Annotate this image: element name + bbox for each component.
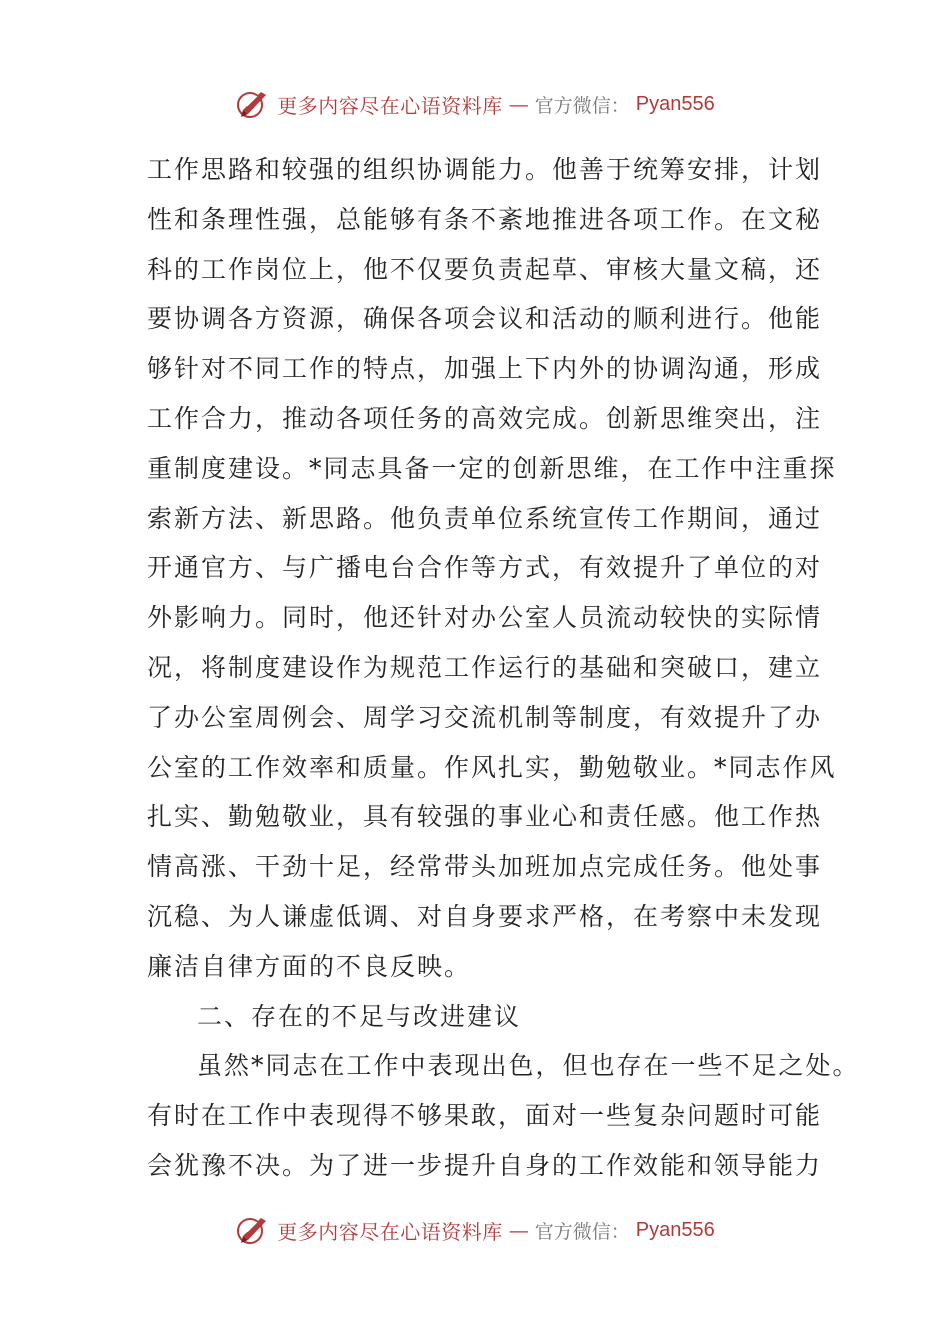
header-wechat-id: Pyan556 <box>635 92 715 115</box>
document-body <box>147 145 860 1191</box>
body-line: 有时在工作中表现得不够果敢，面对一些复杂问题时可能 <box>147 1101 823 1131</box>
header-separator: — <box>508 92 529 116</box>
body-line: 重制度建设。*同志具备一定的创新思维，在工作中注重探 <box>147 453 837 483</box>
body-line: 要协调各方资源，确保各项会议和活动的顺利进行。他能 <box>147 304 823 334</box>
body-line: 会犹豫不决。为了进一步提升自身的工作效能和领导能力 <box>147 1150 823 1180</box>
header-brand-text: 更多内容尽在心语资料库 <box>277 93 503 118</box>
body-line: 索新方法、新思路。他负责单位系统宣传工作期间，通过 <box>147 503 823 533</box>
footer-banner <box>0 1208 950 1252</box>
body-line: 科的工作岗位上，他不仅要负责起草、审核大量文稿，还 <box>147 254 823 284</box>
body-line: 情高涨、干劲十足，经常带头加班加点完成任务。他处事 <box>147 852 823 882</box>
body-line: 够针对不同工作的特点，加强上下内外的协调沟通，形成 <box>147 354 823 384</box>
footer-wechat-id: Pyan556 <box>635 1218 715 1241</box>
header-banner <box>0 82 950 126</box>
section-heading: 二、存在的不足与改进建议 <box>197 1001 522 1031</box>
footer-banner-inner <box>235 1212 714 1248</box>
body-line: 廉洁自律方面的不良反映。 <box>147 951 472 981</box>
body-line: 况，将制度建设作为规范工作运行的基础和突破口，建立 <box>147 652 823 682</box>
pen-logo-icon <box>235 86 271 122</box>
body-line: 沉稳、为人谦虚低调、对自身要求严格，在考察中未发现 <box>147 901 823 931</box>
header-banner-inner <box>235 86 714 122</box>
body-line: 开通官方、与广播电台合作等方式，有效提升了单位的对 <box>147 553 823 583</box>
body-line: 公室的工作效率和质量。作风扎实，勤勉敬业。*同志作风 <box>147 752 837 782</box>
body-line: 外影响力。同时，他还针对办公室人员流动较快的实际情 <box>147 603 823 633</box>
body-line: 扎实、勤勉敬业，具有较强的事业心和责任感。他工作热 <box>147 802 823 832</box>
body-line: 工作思路和较强的组织协调能力。他善于统筹安排，计划 <box>147 155 823 184</box>
header-wechat-label: 官方微信： <box>534 94 630 117</box>
body-line: 了办公室周例会、周学习交流机制等制度，有效提升了办 <box>147 702 823 732</box>
footer-separator: — <box>508 1218 529 1242</box>
body-line: 工作合力，推动各项任务的高效完成。创新思维突出，注 <box>147 403 823 433</box>
pen-logo-icon <box>235 1212 271 1248</box>
body-line: 虽然*同志在工作中表现出色，但也存在一些不足之处。 <box>197 1051 860 1081</box>
footer-wechat-label: 官方微信： <box>534 1220 630 1243</box>
body-line: 性和条理性强，总能够有条不紊地推进各项工作。在文秘 <box>147 204 823 234</box>
footer-brand-text: 更多内容尽在心语资料库 <box>277 1219 503 1244</box>
